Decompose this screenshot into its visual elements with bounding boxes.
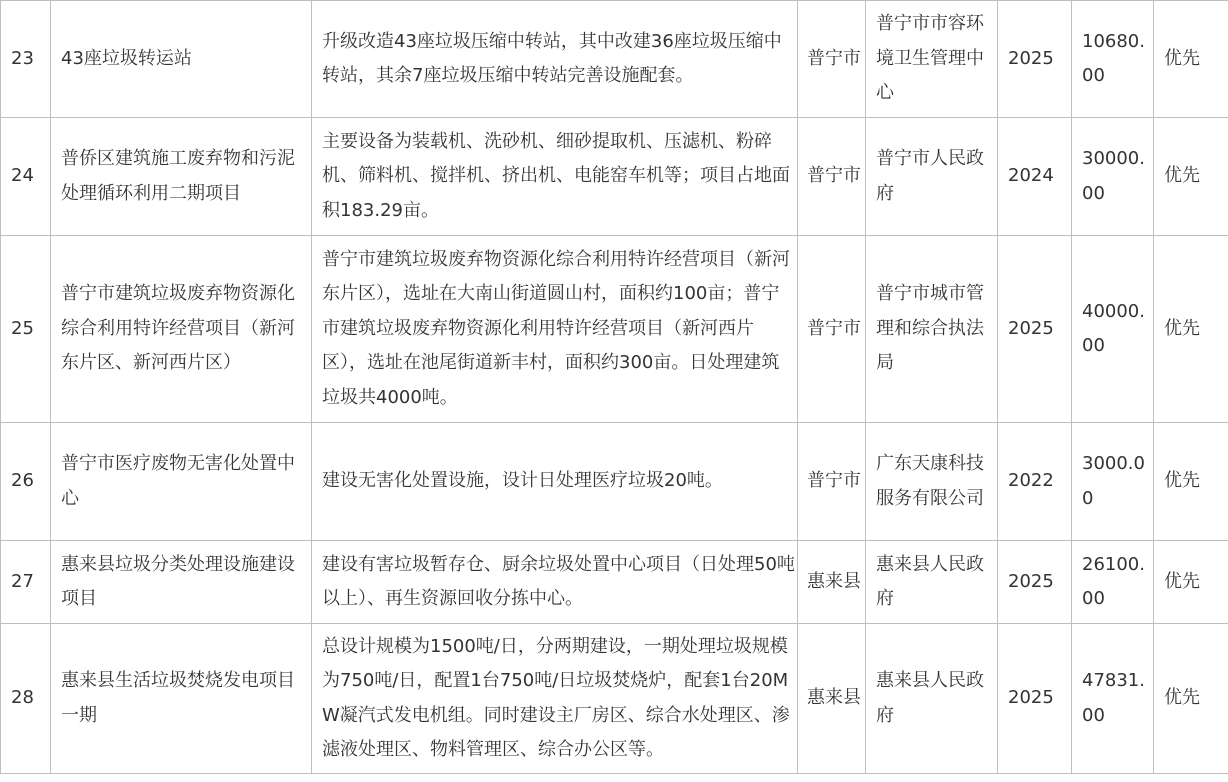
project-investment: 3000.00: [1072, 423, 1154, 541]
project-year: 2024: [998, 118, 1072, 236]
table-row: [1, 624, 1228, 774]
table-row: [1, 236, 1228, 423]
project-investment: 40000.00: [1072, 236, 1154, 423]
project-year: 2022: [998, 423, 1072, 541]
project-content: 普宁市建筑垃圾废弃物资源化综合利用特许经营项目（新河东片区），选址在大南山街道圆山村，面积约100亩；普宁市建筑垃圾废弃物资源化利用特许经营项目（新河西片区），选址在池尾街道新丰村，面积约300亩。日处理建筑垃圾共4000吨。: [312, 236, 798, 423]
project-content: 建设有害垃圾暂存仓、厨余垃圾处置中心项目（日处理50吨以上）、再生资源回收分拣中心。: [312, 541, 798, 624]
project-region: 普宁市: [798, 118, 866, 236]
row-number: 25: [1, 236, 51, 423]
project-region: 普宁市: [798, 1, 866, 118]
project-priority: 优先: [1154, 423, 1228, 541]
responsible-unit: 广东天康科技服务有限公司: [866, 423, 998, 541]
project-content: 升级改造43座垃圾压缩中转站，其中改建36座垃圾压缩中转站，其余7座垃圾压缩中转站完善设施配套。: [312, 1, 798, 118]
project-priority: 优先: [1154, 624, 1228, 774]
project-name: 普宁市建筑垃圾废弃物资源化综合利用特许经营项目（新河东片区、新河西片区）: [51, 236, 312, 423]
project-content: 建设无害化处置设施，设计日处理医疗垃圾20吨。: [312, 423, 798, 541]
project-region: 普宁市: [798, 236, 866, 423]
project-priority: 优先: [1154, 118, 1228, 236]
table-row: [1, 423, 1228, 541]
project-name: 43座垃圾转运站: [51, 1, 312, 118]
project-year: 2025: [998, 1, 1072, 118]
row-number: 28: [1, 624, 51, 774]
project-region: 普宁市: [798, 423, 866, 541]
table-row: [1, 118, 1228, 236]
table-row: [1, 541, 1228, 624]
project-name: 惠来县生活垃圾焚烧发电项目一期: [51, 624, 312, 774]
project-priority: 优先: [1154, 541, 1228, 624]
table-row: [1, 1, 1228, 118]
responsible-unit: 惠来县人民政府: [866, 624, 998, 774]
responsible-unit: 普宁市城市管理和综合执法局: [866, 236, 998, 423]
project-content: 总设计规模为1500吨/日，分两期建设，一期处理垃圾规模为750吨/日，配置1台750吨/日垃圾焚烧炉，配套1台20MW凝汽式发电机组。同时建设主厂房区、综合水处理区、渗滤液处理区、物料管理区、综合办公区等。: [312, 624, 798, 774]
project-region: 惠来县: [798, 541, 866, 624]
row-number: 26: [1, 423, 51, 541]
row-number: 24: [1, 118, 51, 236]
project-year: 2025: [998, 541, 1072, 624]
project-investment: 30000.00: [1072, 118, 1154, 236]
project-region: 惠来县: [798, 624, 866, 774]
project-name: 普宁市医疗废物无害化处置中心: [51, 423, 312, 541]
row-number: 23: [1, 1, 51, 118]
project-priority: 优先: [1154, 1, 1228, 118]
project-name: 惠来县垃圾分类处理设施建设项目: [51, 541, 312, 624]
responsible-unit: 惠来县人民政府: [866, 541, 998, 624]
project-investment: 47831.00: [1072, 624, 1154, 774]
responsible-unit: 普宁市市容环境卫生管理中心: [866, 1, 998, 118]
project-content: 主要设备为装载机、洗砂机、细砂提取机、压滤机、粉碎机、筛料机、搅拌机、挤出机、电能窑车机等；项目占地面积183.29亩。: [312, 118, 798, 236]
project-priority: 优先: [1154, 236, 1228, 423]
project-investment: 26100.00: [1072, 541, 1154, 624]
project-year: 2025: [998, 624, 1072, 774]
responsible-unit: 普宁市人民政府: [866, 118, 998, 236]
row-number: 27: [1, 541, 51, 624]
project-investment: 10680.00: [1072, 1, 1154, 118]
project-name: 普侨区建筑施工废弃物和污泥处理循环利用二期项目: [51, 118, 312, 236]
project-year: 2025: [998, 236, 1072, 423]
